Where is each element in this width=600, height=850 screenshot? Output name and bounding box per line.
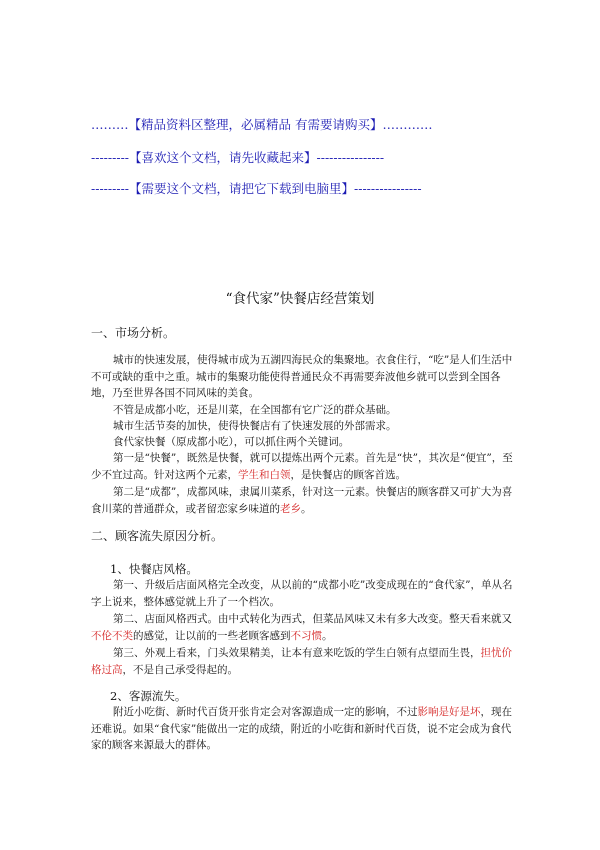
paragraph: 第一、升级后店面风格完全改变，从以前的“成都小吃”改变成现在的“食代家”，单从名字上说来，整体感觉就上升了一个档次。 <box>91 579 513 608</box>
text-run: ，现在还难说。如果“食代家”能做出一定的成绩，附近的小吃街和新时代百货，说不定会成为食代家的顾客来源最大的群体。 <box>91 706 512 752</box>
banner-line-3: ---------【需要这个文档，请把它下载到电脑里】---------------- <box>91 181 422 196</box>
text-run: 的感觉，让以前的一些老顾客感到 <box>133 629 291 642</box>
text-run: 。 <box>322 629 333 642</box>
text-run: 附近小吃街、新时代百货开张肯定会对客源造成一定的影响，不过 <box>113 706 418 718</box>
highlight-text: 担忧价格过高 <box>91 647 512 676</box>
highlight-text: 老乡 <box>280 502 301 515</box>
section-1-heading: 一、市场分析。 <box>91 326 176 340</box>
text-run: 第二是“成都”，成都风味，隶属川菜系，针对这一元素。快餐店的顾客群又可扩大为喜食川菜的普通群众，或者留恋家乡味道的 <box>91 486 513 515</box>
text-run: ，不是自己承受得起的。 <box>122 663 238 676</box>
document-title: “食代家”快餐店经营策划 <box>225 291 375 307</box>
banner-line-1: ………【精品资料区整理，必属精品 有需要请购买】………… <box>91 117 433 132</box>
paragraph: 不管是成都小吃，还是川菜，在全国都有它广泛的群众基础。 <box>113 404 397 416</box>
text-run: 第一是“快餐”，既然是快餐，就可以提炼出两个元素。首先是“快”，其次是“便宜”，至少不宜过高。针对这两个元素， <box>91 452 513 481</box>
paragraph <box>91 611 515 644</box>
highlight-text: 学生和白领 <box>238 468 291 481</box>
subsection-heading: 2、客源流失。 <box>110 689 187 703</box>
highlight-text: 影响是好是坏 <box>417 706 481 718</box>
text-run: ，是快餐店的顾客首选。 <box>290 468 406 481</box>
paragraph <box>91 704 515 754</box>
paragraph <box>91 484 515 517</box>
paragraph <box>91 645 515 678</box>
text-run: 第三、外观上看来，门头效果精美，让本有意来吃饭的学生白领有点望而生畏， <box>113 647 481 659</box>
paragraph <box>91 450 515 483</box>
section-2-heading: 二、顾客流失原因分析。 <box>91 529 224 543</box>
highlight-text: 不伦不类 <box>91 629 133 642</box>
text-run: 。 <box>301 502 312 515</box>
banner-line-2: ---------【喜欢这个文档，请先收藏起来】---------------- <box>91 150 385 165</box>
highlight-text: 不习惯 <box>290 629 322 642</box>
text-run: 第二、店面风格西式。由中式转化为西式，但菜品风味又未有多大改变。整天看来就又 <box>113 613 512 625</box>
paragraph: 食代家快餐（原成都小吃），可以抓住两个关键词。 <box>113 436 350 448</box>
paragraph: 城市生活节奏的加快，使得快餐店有了快速发展的外部需求。 <box>113 420 397 432</box>
paragraph: 城市的快速发展，使得城市成为五湖四海民众的集聚地。衣食住行，“吃”是人们生活中不可或缺的重中之重。城市的集聚功能使得普通民众不再需要奔波他乡就可以尝到全国各地，乃至世界各国不同风味的美食。 <box>91 354 513 400</box>
subsection-heading: 1、快餐店风格。 <box>110 562 198 576</box>
